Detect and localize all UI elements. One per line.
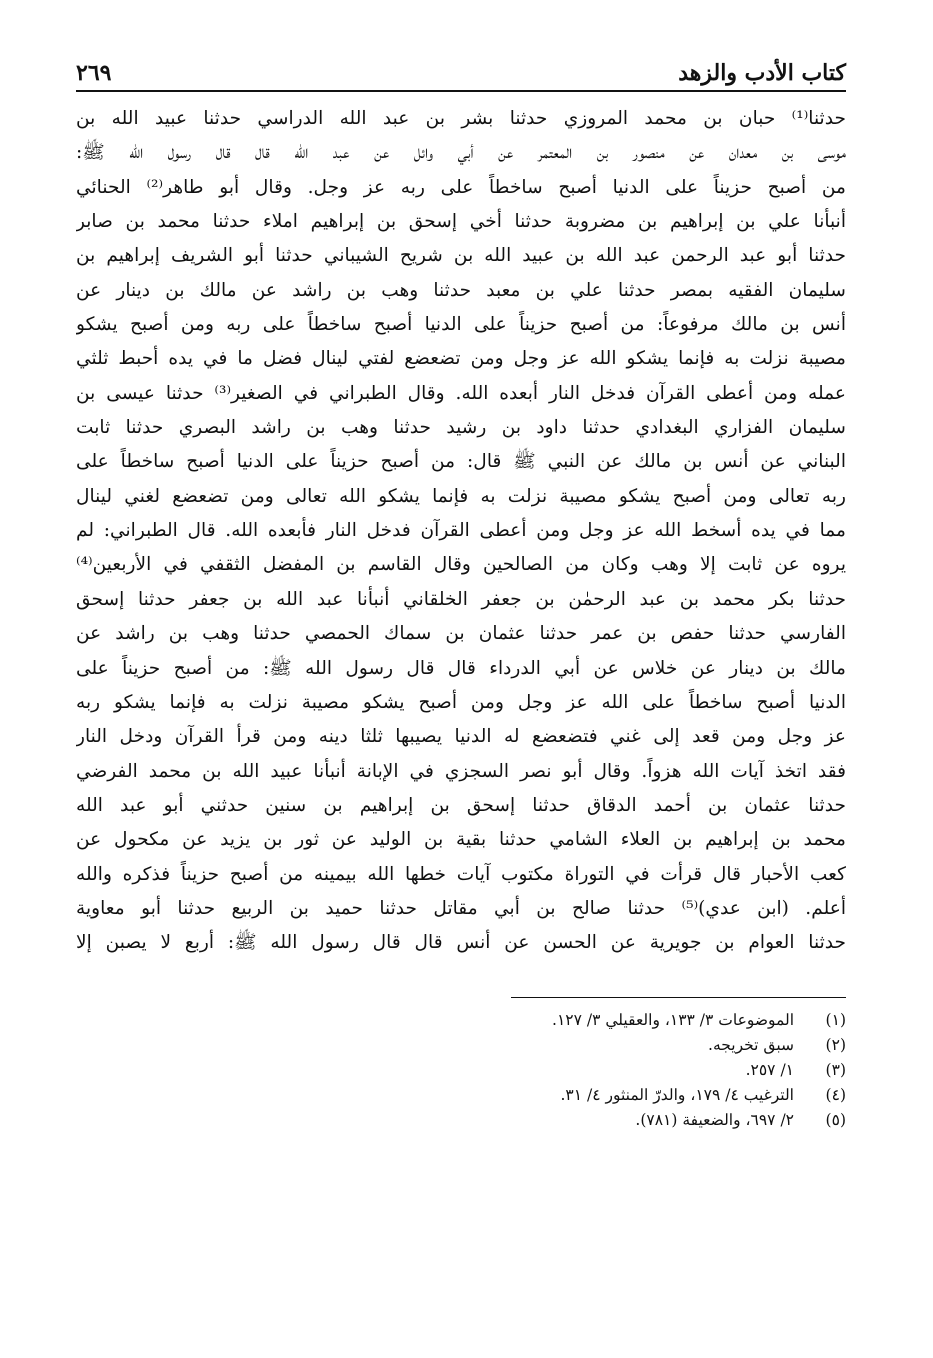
text-line: أنبأنا علي بن إبراهيم بن مضروبة حدثنا أخي إسحق بن إبراهيم املاء حدثنا محمد بن صابر [76, 211, 846, 233]
footnote-number: (٢) [825, 1035, 846, 1054]
footnote-number: (٥) [825, 1110, 846, 1129]
text-line: حدثنا عثمان بن أحمد الدقاق حدثنا إسحق بن إبراهيم بن سنين حدثني أبو عبد الله [76, 794, 846, 816]
text-line: مالك بن دينار عن خلاس عن أبي الدرداء قال قال رسول الله ﷺ: من أصبح حزيناً على [76, 657, 846, 679]
text-line: مصيبة نزلت به فإنما يشكو الله عز وجل ومن تضعضع لفتي لينال فضل ما في يده أحبط ثلثي [76, 348, 846, 370]
running-header [76, 52, 846, 86]
footnote-item [76, 1033, 846, 1058]
text-line: أعلم. (ابن عدي)⁽⁵⁾ حدثنا صالح بن أبي مقاتل حدثنا حميد بن الربيع حدثنا أبو معاوية [76, 897, 846, 919]
text-line: حدثنا بكر محمد بن عبد الرحمٰن بن جعفر الخلقاني أنبأنا عبد الله بن جعفر حدثنا إسحق [76, 588, 846, 610]
text-line: حدثنا⁽¹⁾ حبان بن محمد المروزي حدثنا بشر بن عبد الله الدراسي حدثنا عبيد الله بن [76, 108, 846, 129]
text-line: أنس بن مالك مرفوعاً: من أصبح حزيناً على الدنيا أصبح ساخطاً على ربه ومن أصبح يشكو [76, 314, 846, 336]
footnote-rule [511, 997, 846, 998]
footnote-text: الترغيب ٤/ ١٧٩، والدرّ المنثور ٤/ ٣١. [560, 1085, 794, 1104]
text-line: سليمان الفقيه بمصر حدثنا علي بن معبد حدثنا وهب بن راشد عن مالك بن دينار عن [76, 279, 846, 301]
header-rule [76, 90, 846, 92]
text-line: الدنيا أصبح ساخطاً على الله عز وجل ومن أصبح يشكو مصيبة نزلت به فإنما يشكو ربه [76, 691, 846, 713]
footnote-text: ١/ ٢٥٧. [745, 1060, 794, 1079]
footnote-number: (٤) [825, 1085, 846, 1104]
footnote-item [76, 1083, 846, 1108]
book-page [76, 52, 846, 1133]
footnote-text: الموضوعات ٣/ ١٣٣، والعقيلي ٣/ ١٢٧. [552, 1010, 794, 1029]
text-line: حدثنا أبو عبد الرحمن عبد الله بن عبيد الله بن شريح الشيباني حدثنا أبو الشريف إبراهيم بن [76, 245, 846, 267]
text-line: سليمان الفزاري البغدادي حدثنا داود بن رشيد حدثنا وهب بن راشد البصري حدثنا ثابت [76, 417, 846, 439]
text-line: عمله ومن أعطى القرآن فدخل النار أبعده الله. وقال الطبراني في الصغير⁽³⁾ حدثنا عيسى بن [76, 382, 846, 404]
page-number: ٢٦٩ [76, 60, 112, 86]
text-line: البناني عن أنس بن مالك عن النبي ﷺ قال: من أصبح حزيناً على الدنيا أصبح ساخطاً على [76, 451, 846, 473]
footnote-text: ٢/ ٦٩٧، والضعيفة (٧٨١). [635, 1110, 794, 1129]
text-line: محمد بن إبراهيم بن العلاء الشامي حدثنا بقية بن الوليد عن ثور بن يزيد عن مكحول عن [76, 829, 846, 851]
text-line: يروه عن ثابت إلا وهب وكان من الصالحين وقال القاسم بن المفضل الثقفي في الأربعين⁽⁴⁾ [76, 554, 846, 576]
footnote-item [76, 1058, 846, 1083]
main-text [76, 102, 846, 961]
text-line: كعب الأحبار قال قرأت في التوراة مكتوب آيات خطها الله بيمينه من أصبح حزيناً فذكره والله [76, 863, 846, 885]
text-line: ربه تعالى ومن أصبح يشكو مصيبة نزلت به فإنما يشكو الله تعالى ومن تضعضع لغني لينال [76, 485, 846, 507]
text-line: موسى بن معدان عن منصور بن المعتمر عن أبي وائل عن عبد الله قال قال رسول الله ﷺ: [76, 142, 846, 164]
text-line: مما في يده أسخط الله عز وجل ومن أعطى القرآن فدخل النار فأبعده الله. قال الطبراني: لم [76, 520, 846, 542]
text-line: حدثنا العوام بن جويرية عن الحسن عن أنس قال قال رسول الله ﷺ: أربع لا يصبن إلا [76, 932, 846, 954]
footnote-number: (٣) [825, 1060, 846, 1079]
footnotes [76, 1008, 846, 1133]
footnote-number: (١) [825, 1010, 846, 1029]
text-line: عز وجل ومن قعد إلى غني فتضعضع له الدنيا يصيبها ثلثا دينه ومن قرأ القرآن ودخل النار [76, 726, 846, 748]
footnote-item [76, 1008, 846, 1033]
footnote-text: سبق تخريجه. [708, 1035, 794, 1054]
text-line: الفارسي حدثنا حفص بن عمر حدثنا عثمان بن سماك الحمصي حدثنا وهب بن راشد عن [76, 623, 846, 645]
book-title: كتاب الأدب والزهد [678, 60, 846, 86]
footnote-item [76, 1108, 846, 1133]
text-line: فقد اتخذ آيات الله هزواً. وقال أبو نصر السجزي في الإبانة أنبأنا عبيد الله بن محمد الفرضي [76, 760, 846, 782]
text-line: من أصبح حزيناً على الدنيا أصبح ساخطاً على ربه عز وجل. وقال أبو طاهر⁽²⁾ الحنائي [76, 176, 846, 198]
